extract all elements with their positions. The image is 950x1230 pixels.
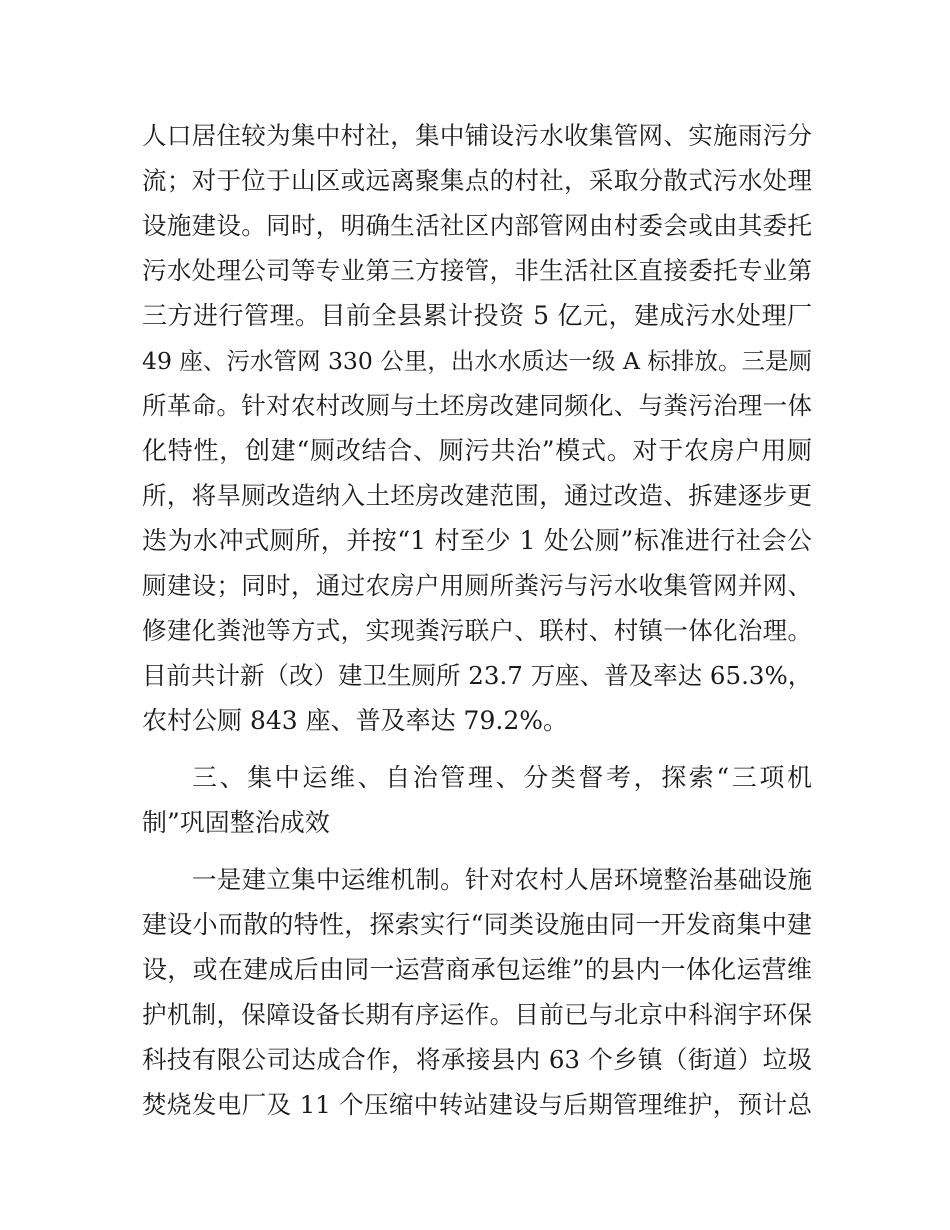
body-line: 三方进行管理。目前全县累计投资 5 亿元，建成污水处理厂 bbox=[142, 301, 812, 330]
body-line: 一是建立集中运维机制。针对农村人居环境整治基础设施 bbox=[192, 865, 812, 894]
body-line: 所革命。针对农村改厕与土坯房改建同频化、与粪污治理一体 bbox=[142, 391, 812, 420]
body-line: 建设小而散的特性，探索实行“同类设施由同一开发商集中建 bbox=[142, 910, 812, 939]
body-line: 科技有限公司达成合作，将承接县内 63 个乡镇（街道）垃圾 bbox=[142, 1045, 812, 1074]
body-line: 焚烧发电厂及 11 个压缩中转站建设与后期管理维护，预计总 bbox=[142, 1090, 812, 1119]
section-heading-line: 制”巩固整治成效 bbox=[142, 808, 330, 837]
body-line: 设施建设。同时，明确生活社区内部管网由村委会或由其委托 bbox=[142, 211, 812, 240]
body-line: 护机制，保障设备长期有序运作。目前已与北京中科润宇环保 bbox=[142, 1000, 812, 1029]
body-line: 49 座、污水管网 330 公里，出水水质达一级 A 标排放。三是厕 bbox=[142, 347, 812, 375]
body-line: 所，将旱厕改造纳入土坯房改建范围，通过改造、拆建逐步更 bbox=[142, 481, 812, 510]
body-line: 化特性，创建“厕改结合、厕污共治”模式。对于农房户用厕 bbox=[142, 436, 812, 465]
body-line: 污水处理公司等专业第三方接管，非生活社区直接委托专业第 bbox=[142, 256, 812, 285]
body-line: 目前共计新（改）建卫生厕所 23.7 万座、普及率达 65.3%， bbox=[142, 661, 813, 690]
body-line: 修建化粪池等方式，实现粪污联户、联村、村镇一体化治理。 bbox=[142, 616, 812, 645]
section-heading-line: 三、集中运维、自治管理、分类督考，探索“三项机 bbox=[192, 763, 812, 792]
body-line: 厕建设；同时，通过农房户用厕所粪污与污水收集管网并网、 bbox=[142, 571, 812, 600]
body-line: 人口居住较为集中村社，集中铺设污水收集管网、实施雨污分 bbox=[142, 121, 812, 150]
body-line: 流；对于位于山区或远离聚集点的村社，采取分散式污水处理 bbox=[142, 166, 812, 195]
body-line: 农村公厕 843 座、普及率达 79.2%。 bbox=[142, 706, 568, 735]
body-line: 迭为水冲式厕所，并按“1 村至少 1 处公厕”标准进行社会公 bbox=[142, 526, 812, 555]
body-line: 设，或在建成后由同一运营商承包运维”的县内一体化运营维 bbox=[142, 955, 812, 984]
